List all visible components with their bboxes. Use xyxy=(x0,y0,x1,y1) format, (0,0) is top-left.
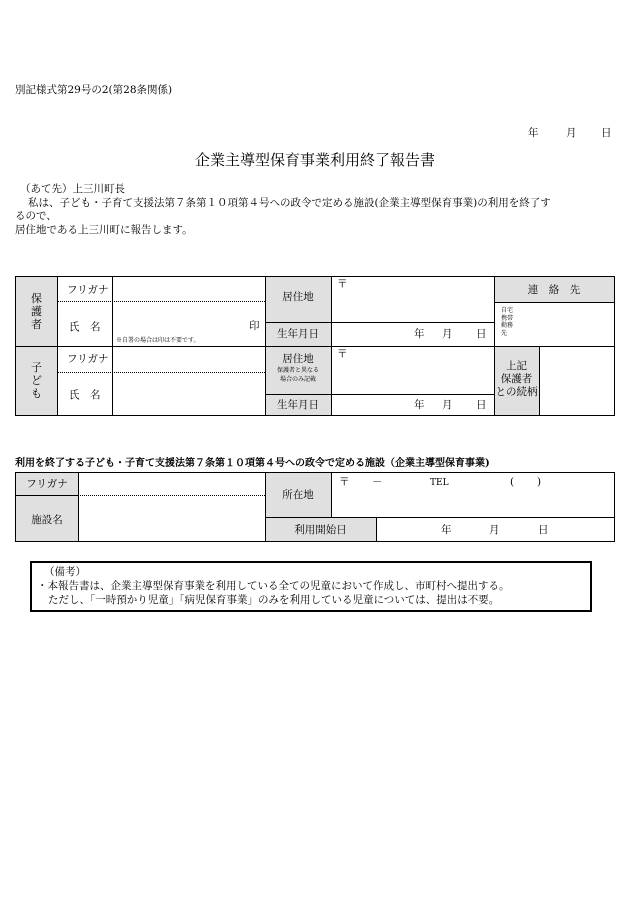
date-day-label: 日 xyxy=(601,127,612,139)
child-birth-month: 月 xyxy=(442,399,453,411)
facility-furigana-label: フリガナ xyxy=(26,478,68,490)
guardian-birthdate-label: 生年月日 xyxy=(277,328,319,340)
child-residence-note-1: 保護者と異なる xyxy=(276,367,319,374)
child-birth-day: 日 xyxy=(476,399,487,411)
contact-header: 連 絡 先 xyxy=(527,284,581,296)
notes-line-1: ・本報告書は、企業主導型保育事業を利用している全ての児童において作成し、市町村へ提出する。 xyxy=(37,580,510,592)
child-furigana-label: フリガナ xyxy=(67,353,109,365)
date-month-label: 月 xyxy=(566,127,577,139)
guardian-postal-mark: 〒 xyxy=(337,278,348,290)
facility-name-label: 施設名 xyxy=(31,514,63,526)
start-day: 日 xyxy=(538,524,549,536)
child-residence-label: 居住地 xyxy=(282,353,314,365)
guardian-birth-year: 年 xyxy=(414,328,425,340)
start-year: 年 xyxy=(441,524,452,536)
child-residence-note-2: 場合のみ記載 xyxy=(279,376,316,383)
addressee: （あて先）上三川町長 xyxy=(20,183,125,195)
child-name-label: 氏 名 xyxy=(69,389,101,401)
form-number: 別記様式第29号の2(第28条関係) xyxy=(15,84,173,96)
statement-line-3: 居住地である上三川町に報告します。 xyxy=(15,224,193,236)
facility-postal-mark: 〒 xyxy=(339,476,350,488)
notes-heading: （備考） xyxy=(44,566,86,578)
child-postal-mark: 〒 xyxy=(337,348,348,360)
facility-tel-label: TEL xyxy=(430,478,449,488)
relationship-label: 上記 保護者 との続柄 xyxy=(495,360,538,398)
statement-line-1: 私は、子ども・子育て支援法第７条第１０項第４号への政令で定める施設(企業主導型保育事業)の利用を終了す xyxy=(28,197,551,209)
facility-section-heading: 利用を終了する子ども・子育て支援法第７条第１０項第４号への政令で定める施設（企業主導型保育事業) xyxy=(15,458,490,469)
guardian-label: 保 護 者 xyxy=(31,292,42,331)
contact-types: 自宅 携帯 勤務 先 xyxy=(501,307,514,337)
guardian-residence-label: 居住地 xyxy=(282,291,314,303)
seal-mark: 印 xyxy=(249,320,260,332)
child-label: 子 ど も xyxy=(31,361,42,400)
guardian-name-label: 氏 名 xyxy=(69,321,101,333)
facility-tel-paren-open: ( xyxy=(510,476,515,488)
facility-location-label: 所在地 xyxy=(282,489,314,501)
date-year-label: 年 xyxy=(528,127,539,139)
guardian-birth-month: 月 xyxy=(442,328,453,340)
start-month: 月 xyxy=(489,524,500,536)
notes-line-2: ただし、「一時預かり児童」「病児保育事業」のみを利用している児童については、提出は不要。 xyxy=(48,594,500,606)
start-date-label: 利用開始日 xyxy=(294,524,347,536)
seal-note: ※自署の場合は印は不要です。 xyxy=(116,337,200,344)
document-title: 企業主導型保育事業利用終了報告書 xyxy=(194,151,435,169)
child-birth-year: 年 xyxy=(414,399,425,411)
child-birthdate-label: 生年月日 xyxy=(277,399,319,411)
guardian-birth-day: 日 xyxy=(476,328,487,340)
facility-postal-dash: － xyxy=(372,476,383,488)
facility-tel-paren-close: ) xyxy=(537,476,542,488)
statement-line-2: るので、 xyxy=(15,210,57,222)
guardian-furigana-label: フリガナ xyxy=(67,284,109,296)
